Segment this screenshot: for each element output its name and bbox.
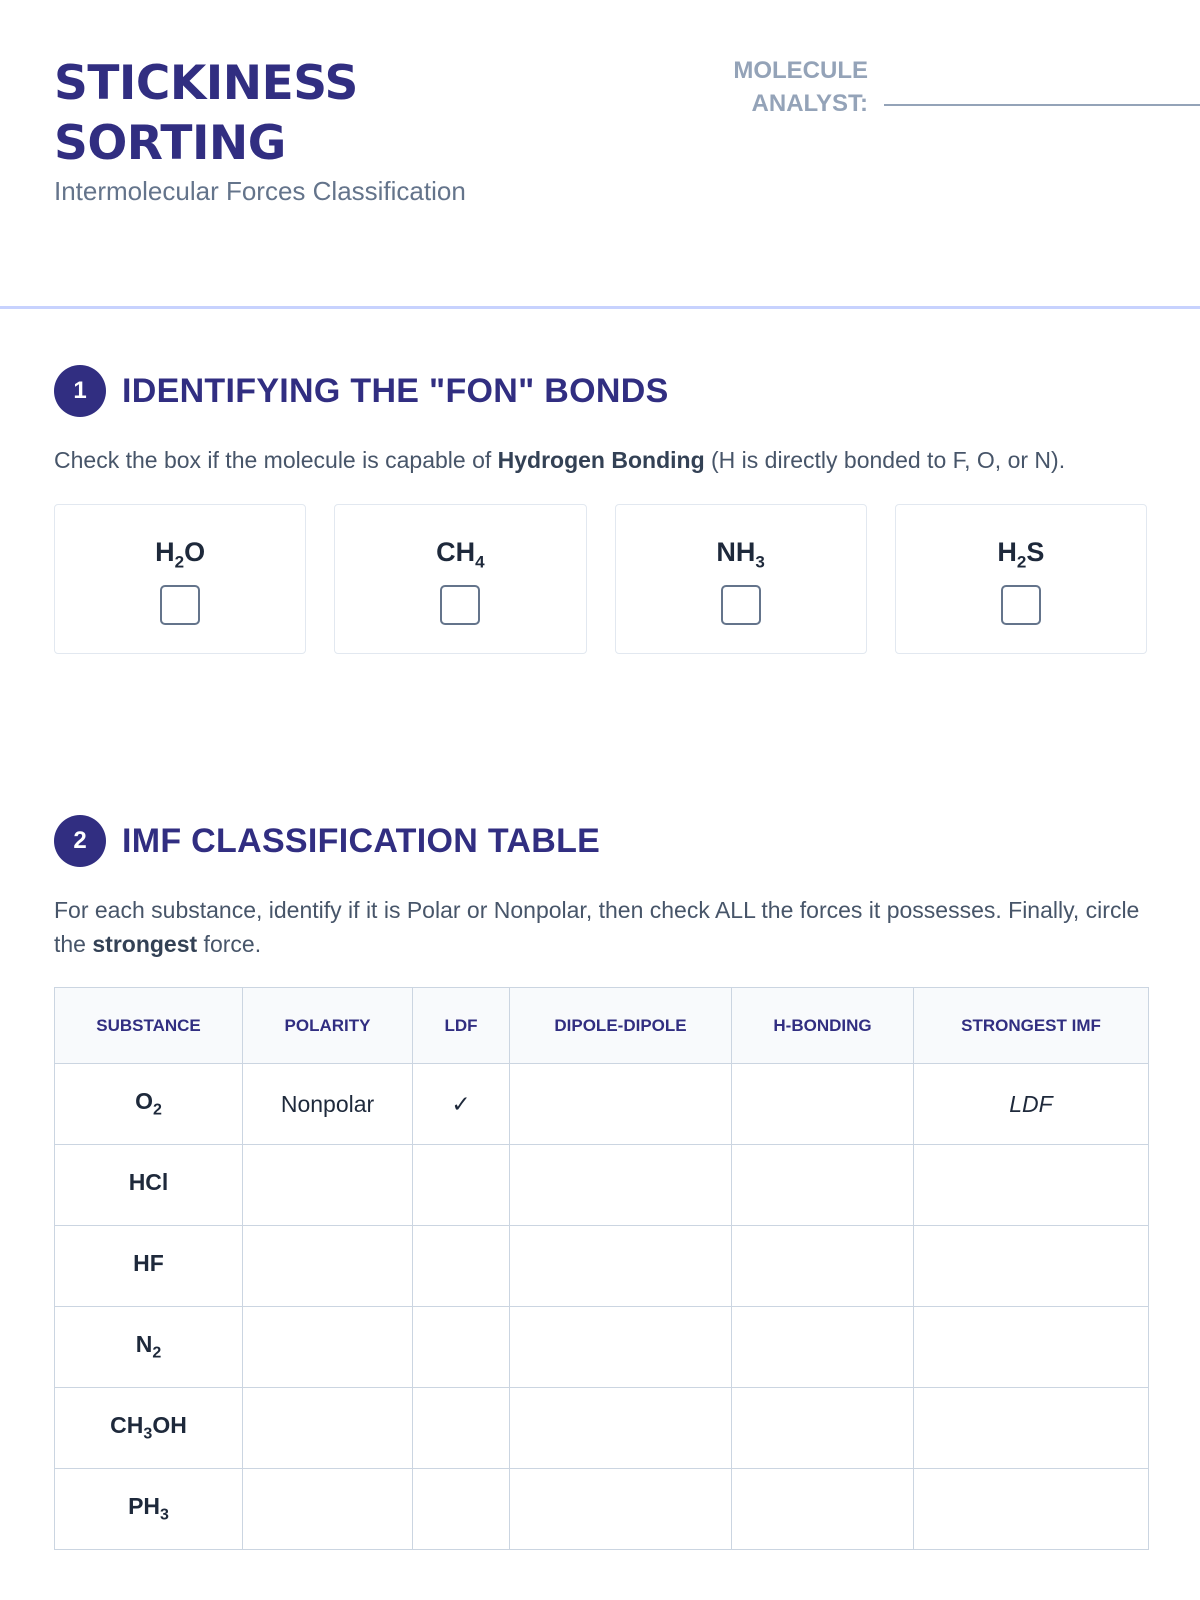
- section-2-header: [54, 814, 600, 868]
- substance-cell: $CH_3OH$: [55, 1388, 243, 1469]
- h-bonding-checkbox[interactable]: [1001, 585, 1041, 625]
- polarity-cell[interactable]: [243, 1307, 413, 1388]
- section-2-instructions: [54, 893, 1147, 961]
- header-divider: [0, 306, 1200, 309]
- substance-cell: HF: [55, 1226, 243, 1307]
- section-1-title: IDENTIFYING THE "FON" BONDS: [122, 371, 669, 410]
- table-header-row: [55, 988, 1149, 1064]
- strongest-imf-cell[interactable]: [914, 1469, 1149, 1550]
- h-bonding-checkbox[interactable]: [160, 585, 200, 625]
- table-row: [55, 1226, 1149, 1307]
- molecule-formula: $H_2S$: [997, 537, 1045, 572]
- instruction-text: force.: [197, 931, 262, 957]
- strongest-imf-cell[interactable]: [914, 1226, 1149, 1307]
- ldf-cell[interactable]: [413, 1145, 510, 1226]
- instruction-text: Check the box if the molecule is capable of: [54, 447, 498, 473]
- column-header: POLARITY: [243, 988, 413, 1064]
- h-bonding-cell[interactable]: [732, 1307, 914, 1388]
- instruction-text: (H is directly bonded to F, O, or N).: [704, 447, 1066, 473]
- worksheet-header: [54, 54, 1147, 264]
- polarity-cell[interactable]: Nonpolar: [243, 1064, 413, 1145]
- strongest-imf-cell[interactable]: [914, 1307, 1149, 1388]
- polarity-cell[interactable]: [243, 1388, 413, 1469]
- analyst-name-line[interactable]: [884, 104, 1200, 106]
- table-row: [55, 1469, 1149, 1550]
- h-bonding-cell[interactable]: [732, 1226, 914, 1307]
- dipole-dipole-cell[interactable]: [510, 1388, 732, 1469]
- analyst-label: MOLECULE ANALYST:: [733, 57, 868, 117]
- section-1-instructions: [54, 443, 1147, 477]
- strongest-imf-cell[interactable]: [914, 1145, 1149, 1226]
- h-bonding-cell[interactable]: [732, 1388, 914, 1469]
- h-bonding-cell[interactable]: [732, 1469, 914, 1550]
- instruction-text: For each substance, identify if it is Polar or Nonpolar, then check ALL the forces it possesses. Finally, circle the: [54, 897, 1140, 957]
- ldf-cell[interactable]: [413, 1469, 510, 1550]
- strongest-imf-cell[interactable]: [914, 1388, 1149, 1469]
- table-row: [55, 1307, 1149, 1388]
- molecule-formula: $NH_3$: [716, 537, 765, 572]
- ldf-cell[interactable]: [413, 1226, 510, 1307]
- molecule-card: [615, 504, 867, 654]
- imf-classification-table: [54, 987, 1149, 1550]
- molecule-formula: $CH_4$: [436, 537, 485, 572]
- page-title: STICKINESS SORTING: [54, 56, 358, 171]
- column-header: STRONGEST IMF: [914, 988, 1149, 1064]
- molecule-cards: [54, 504, 1147, 654]
- h-bonding-cell[interactable]: [732, 1064, 914, 1145]
- table-row: [55, 1145, 1149, 1226]
- h-bonding-checkbox[interactable]: [440, 585, 480, 625]
- ldf-cell[interactable]: ✓: [413, 1064, 510, 1145]
- h-bonding-cell[interactable]: [732, 1145, 914, 1226]
- instruction-emphasis: strongest: [92, 931, 198, 957]
- section-2-title: IMF CLASSIFICATION TABLE: [122, 821, 601, 860]
- strongest-imf-cell[interactable]: LDF: [914, 1064, 1149, 1145]
- table-row: [55, 1064, 1149, 1145]
- molecule-card: [334, 504, 586, 654]
- substance-cell: $O_2$: [55, 1064, 243, 1145]
- substance-cell: HCl: [55, 1145, 243, 1226]
- ldf-cell[interactable]: [413, 1307, 510, 1388]
- polarity-cell[interactable]: [243, 1469, 413, 1550]
- substance-cell: $N_2$: [55, 1307, 243, 1388]
- table-row: [55, 1388, 1149, 1469]
- column-header: SUBSTANCE: [55, 988, 243, 1064]
- page-subtitle: Intermolecular Forces Classification: [54, 176, 466, 206]
- polarity-cell[interactable]: [243, 1226, 413, 1307]
- dipole-dipole-cell[interactable]: [510, 1145, 732, 1226]
- molecule-card: [895, 504, 1147, 654]
- instruction-emphasis: Hydrogen Bonding: [497, 447, 705, 473]
- molecule-formula: $H_2O$: [155, 537, 206, 572]
- section-1-header: [54, 364, 669, 418]
- ldf-cell[interactable]: [413, 1388, 510, 1469]
- section-2-number-badge: 2: [54, 815, 106, 867]
- dipole-dipole-cell[interactable]: [510, 1307, 732, 1388]
- column-header: H-BONDING: [732, 988, 914, 1064]
- substance-cell: $PH_3$: [55, 1469, 243, 1550]
- dipole-dipole-cell[interactable]: [510, 1469, 732, 1550]
- analyst-field: [674, 54, 1200, 124]
- column-header: DIPOLE-DIPOLE: [510, 988, 732, 1064]
- column-header: LDF: [413, 988, 510, 1064]
- molecule-card: [54, 504, 306, 654]
- h-bonding-checkbox[interactable]: [721, 585, 761, 625]
- dipole-dipole-cell[interactable]: [510, 1226, 732, 1307]
- polarity-cell[interactable]: [243, 1145, 413, 1226]
- section-1-number-badge: 1: [54, 365, 106, 417]
- dipole-dipole-cell[interactable]: [510, 1064, 732, 1145]
